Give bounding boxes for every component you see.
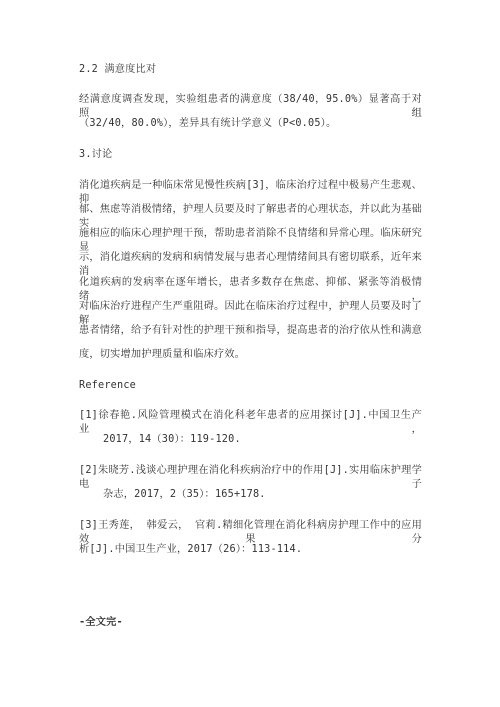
- paragraph-line: 消化道疾病是一种临床常见慢性疾病[3]，临床治疗过程中极易产生悲观、抑: [79, 180, 422, 205]
- paragraph-line: 化道疾病的发病率在逐年增长，患者多数存在焦虑、抑郁、紧张等消极情绪，: [79, 277, 422, 302]
- section-heading-satisfaction: 2.2 满意度比对: [79, 64, 157, 75]
- reference-item: [3]王秀莲， 韩爱云， 官莉.精细化管理在消化科病房护理工作中的应用效果分: [79, 520, 422, 545]
- paragraph-line: 施相应的临床心理护理干预，帮助患者消除不良情绪和异常心理。临床研究显: [79, 228, 422, 253]
- paragraph-line: 经满意度调查发现，实验组患者的满意度（38/40，95.0%）显著高于对照组: [79, 94, 422, 119]
- end-of-document-mark: -全文完-: [79, 617, 123, 628]
- reference-item-continued: 析[J].中国卫生产业，2017（26）：113-114.: [79, 544, 303, 555]
- reference-item: [2]朱晓芳.浅谈心理护理在消化科疾病治疗中的作用[J].实用临床护理学电子: [79, 465, 422, 490]
- paragraph-line: 对临床治疗进程产生严重阻碍。因此在临床治疗过程中，护理人员要及时了解: [79, 301, 422, 326]
- paragraph-line: 度，切实增加护理质量和临床疗效。: [79, 349, 246, 360]
- paragraph-line: 患者情绪，给予有针对性的护理干预和指导，提高患者的治疗依从性和满意: [79, 325, 422, 336]
- reference-item-continued: 2017，14（30）：119-120.: [103, 434, 241, 445]
- paragraph-line: （32/40，80.0%），差异具有统计学意义（P<0.05）。: [79, 118, 337, 129]
- section-heading-discussion: 3.讨论: [79, 149, 113, 160]
- paragraph-line: 郁、焦虑等消极情绪，护理人员要及时了解患者的心理状态，并以此为基础实: [79, 204, 422, 229]
- paragraph-line: 示，消化道疾病的发病和病情发展与患者心理情绪间具有密切联系，近年来消: [79, 252, 422, 277]
- references-heading: Reference: [79, 380, 137, 391]
- reference-item: [1]徐春艳.风险管理模式在消化科老年患者的应用探讨[J].中国卫生产业，: [79, 410, 422, 435]
- reference-item-continued: 杂志，2017，2（35）：165+178.: [103, 489, 266, 500]
